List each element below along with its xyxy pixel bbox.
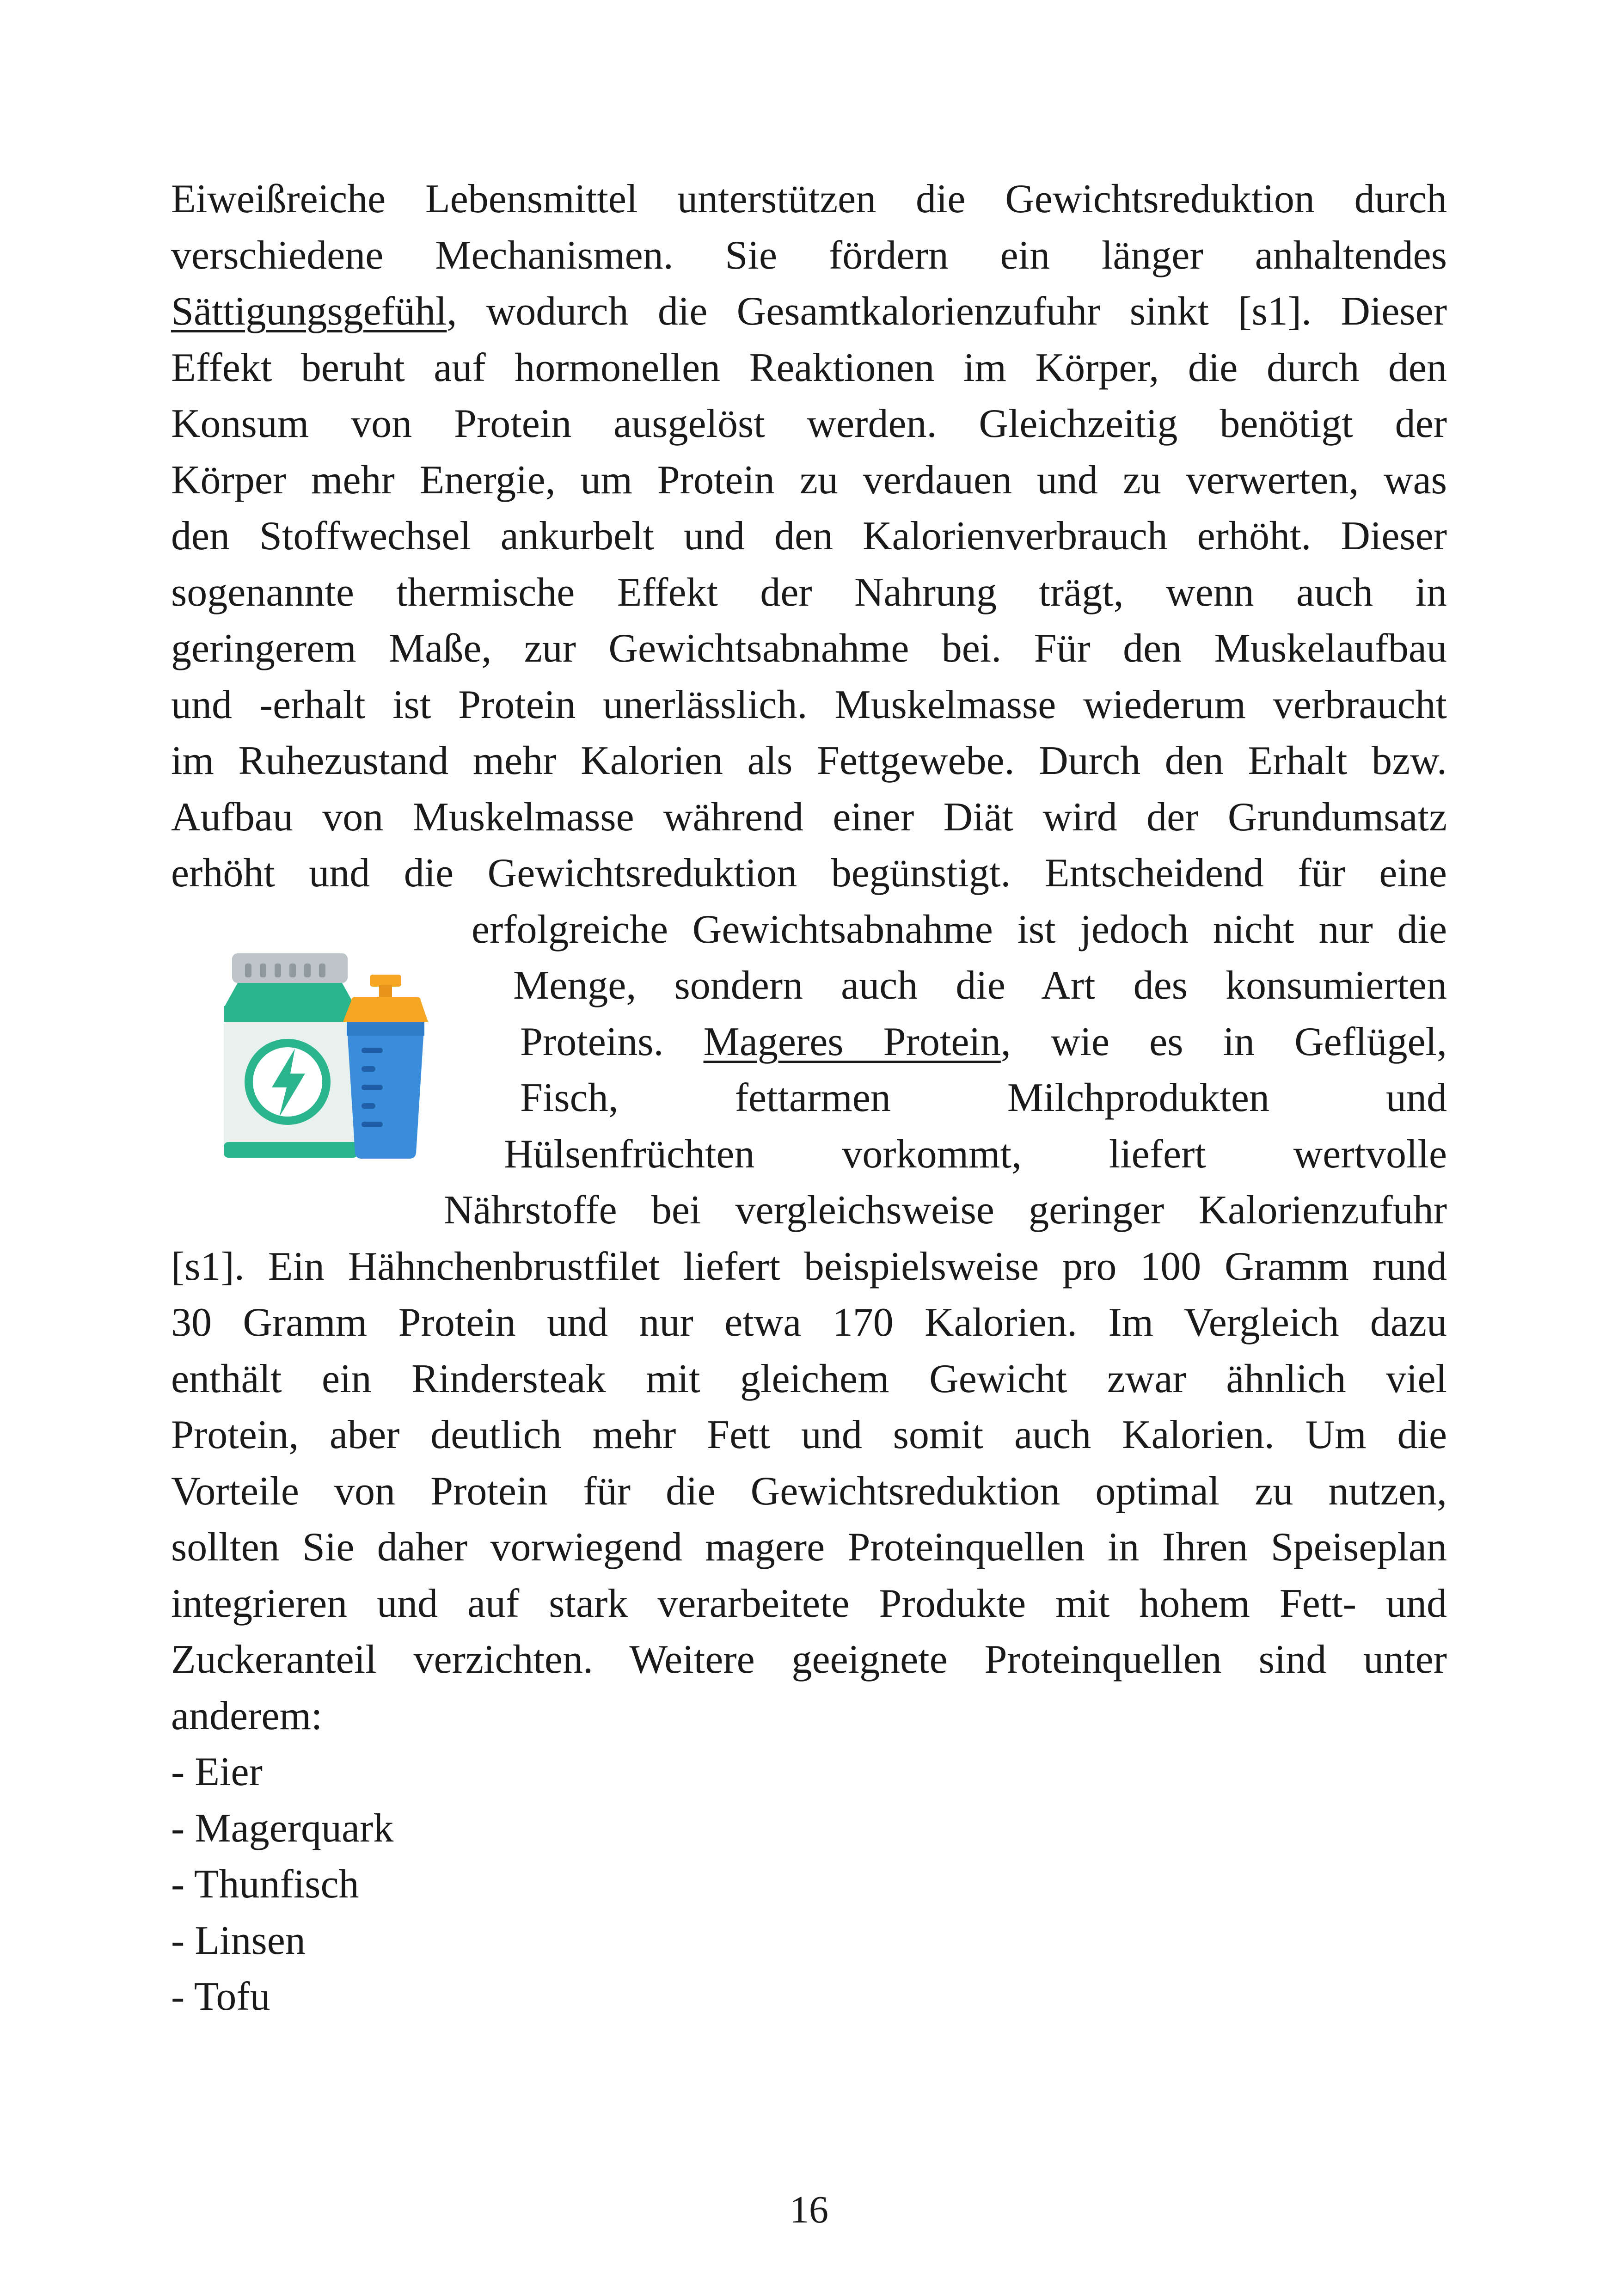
text-line: erhöht und die Gewichtsreduktion begünstigt. Entscheidend für eine [171, 851, 1447, 896]
text-line: geringerem Maße, zur Gewichtsabnahme bei. Für den Muskelaufbau [171, 626, 1447, 671]
term-saettigungsgefuehl: Sättigungsgefühl [171, 289, 447, 334]
list-item: - Tofu [171, 1974, 270, 2019]
text-line [171, 283, 1447, 340]
protein-supplement-icon [217, 952, 439, 1174]
text-line: Vorteile von Protein für die Gewichtsreduktion optimal zu nutzen, [171, 1468, 1447, 1514]
jar-band-top [224, 1006, 358, 1022]
text-line: enthält ein Rindersteak mit gleichem Gewicht zwar ähnlich viel [171, 1356, 1447, 1401]
text-line: [s1]. Ein Hähnchenbrustfilet liefert beispielsweise pro 100 Gramm rund [171, 1244, 1447, 1289]
bottle-neck [379, 985, 392, 999]
text-line: Hülsenfrüchten vorkommt, liefert wertvolle [504, 1131, 1447, 1177]
text-line: integrieren und auf stark verarbeitete Produkte mit hohem Fett- und [171, 1581, 1447, 1626]
text-line: Effekt beruht auf hormonellen Reaktionen im Körper, die durch den [171, 345, 1447, 390]
text-line: Menge, sondern auch die Art des konsumierten [513, 963, 1447, 1008]
list-item: - Magerquark [171, 1805, 394, 1851]
text-line: 30 Gramm Protein und nur etwa 170 Kalorien. Im Vergleich dazu [171, 1300, 1447, 1345]
text-line: sollten Sie daher vorwiegend magere Proteinquellen in Ihren Speiseplan [171, 1525, 1447, 1570]
jar-shoulder [224, 983, 356, 1008]
text-line: Protein, aber deutlich mehr Fett und somit auch Kalorien. Um die [171, 1412, 1447, 1457]
text-line: sogenannte thermische Effekt der Nahrung trägt, wenn auch in [171, 570, 1447, 615]
page-number: 16 [790, 2188, 828, 2231]
text-line: Körper mehr Energie, um Protein zu verdauen und zu verwerten, was [171, 457, 1447, 503]
text-line: Nährstoffe bei vergleichsweise geringer Kalorienzufuhr [444, 1188, 1447, 1233]
text-line: erfolgreiche Gewichtsabnahme ist jedoch nicht nur die [472, 907, 1447, 952]
list-item: - Eier [171, 1750, 263, 1794]
text-line: verschiedene Mechanismen. Sie fördern ein länger anhaltendes [171, 233, 1447, 278]
bottle-collar [347, 1022, 424, 1036]
text-line: den Stoffwechsel ankurbelt und den Kalorienverbrauch erhöht. Dieser [171, 514, 1447, 559]
text-line [520, 1014, 1447, 1070]
text-fragment: Proteins. [520, 1019, 664, 1064]
text-fragment: , wodurch die Gesamtkalorienzufuhr sinkt [s1]. Dieser [447, 289, 1447, 334]
text-line: Fisch, fettarmen Milchprodukten und [520, 1075, 1447, 1120]
bottle-cap [343, 997, 428, 1022]
text-line: Konsum von Protein ausgelöst werden. Gleichzeitig benötigt der [171, 401, 1447, 446]
text-fragment: , wie es in Geflügel, [1000, 1019, 1447, 1064]
text-line: Aufbau von Muskelmasse während einer Diät wird der Grundumsatz [171, 794, 1447, 840]
bottle-body [347, 1022, 424, 1159]
text-line: Eiweißreiche Lebensmittel unterstützen die Gewichtsreduktion durch [171, 177, 1447, 221]
text-line: Zuckeranteil verzichten. Weitere geeignete Proteinquellen sind unter [171, 1637, 1447, 1682]
text-line: und -erhalt ist Protein unerlässlich. Muskelmasse wiederum verbraucht [171, 682, 1447, 727]
text-line: anderem: [171, 1693, 323, 1738]
list-item: - Linsen [171, 1918, 306, 1963]
term-mageres-protein: Mageres Protein [703, 1019, 1001, 1064]
list-item: - Thunfisch [171, 1862, 359, 1907]
jar-band-bottom [224, 1142, 358, 1158]
text-line: im Ruhezustand mehr Kalorien als Fettgewebe. Durch den Erhalt bzw. [171, 738, 1447, 783]
